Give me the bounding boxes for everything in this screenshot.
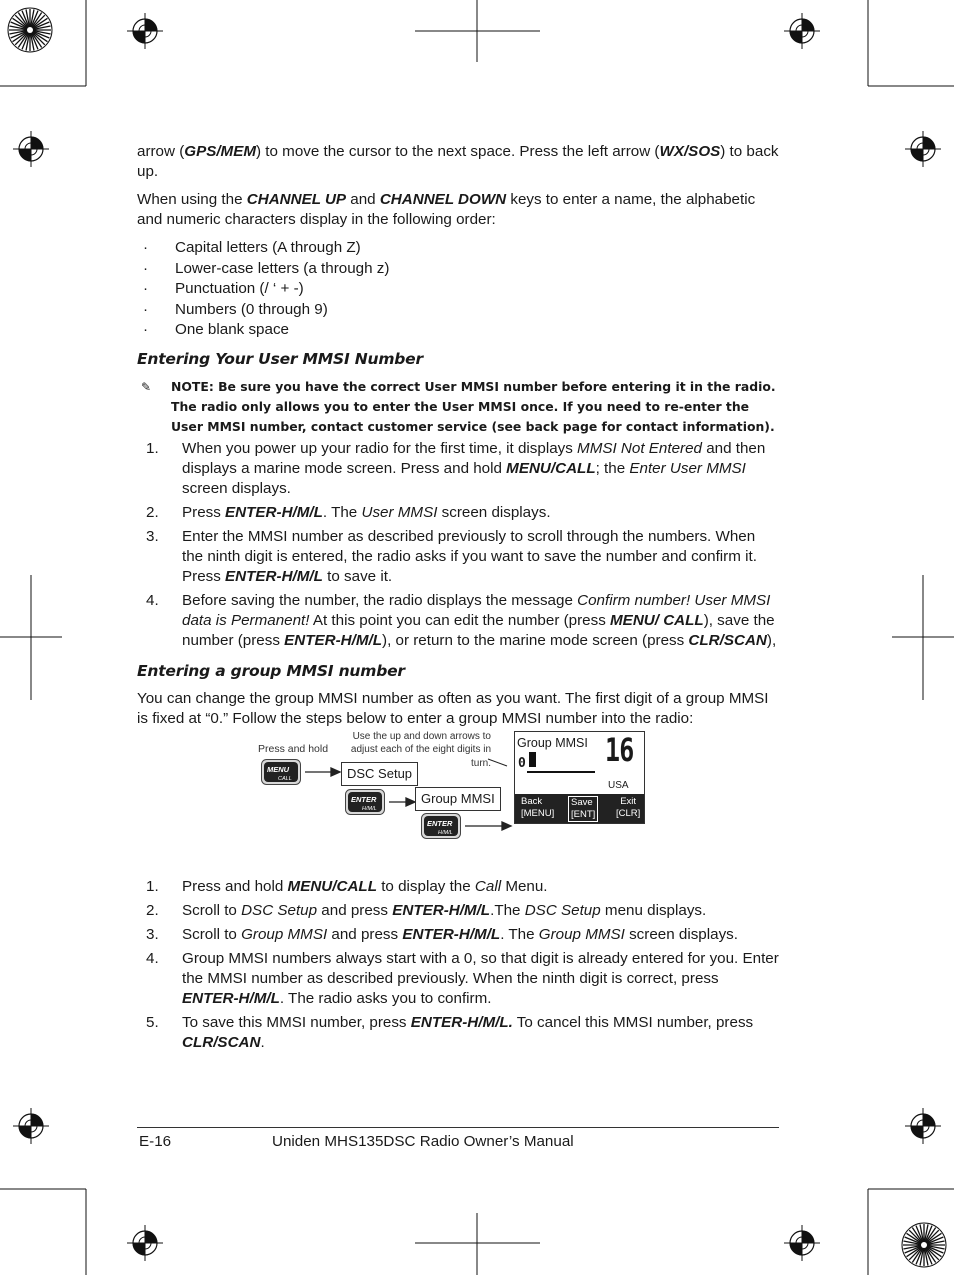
lcd-screen — [514, 731, 645, 824]
group-mmsi-diagram — [137, 730, 779, 861]
list-item: · One blank space — [137, 320, 779, 341]
lcd-channel-number: 16 — [605, 730, 634, 769]
step-item: 5. To save this MMSI number, press ENTER-H/M/L. To cancel this MMSI number, press CLR/SCAN. — [146, 1013, 754, 1051]
svg-text:MENU: MENU — [267, 764, 290, 774]
svg-text:CALL: CALL — [278, 775, 292, 782]
group-mmsi-menu-item: Group MMSI — [415, 787, 501, 811]
lcd-softkey-bar — [515, 794, 644, 823]
section-heading-user-mmsi: Entering Your User MMSI Number — [137, 349, 423, 368]
lcd-cursor — [529, 752, 536, 767]
lcd-first-digit: 0 — [518, 755, 526, 771]
lcd-title: Group MMSI — [517, 735, 588, 750]
pencil-icon: ✎ — [141, 379, 152, 394]
svg-text:H/M/L: H/M/L — [438, 829, 453, 836]
svg-text:ENTER: ENTER — [351, 794, 377, 804]
arrow-instructions-label: Use the up and down arrows to adjust each of the eight digits in turn. — [350, 730, 491, 769]
page-number: E-16 — [139, 1133, 172, 1150]
dsc-setup-menu-item: DSC Setup — [341, 762, 418, 786]
manual-title: Uniden MHS135DSC Radio Owner’s Manual — [272, 1133, 574, 1150]
lcd-region: USA — [608, 779, 629, 791]
svg-text:H/M/L: H/M/L — [362, 805, 377, 812]
page-content — [137, 142, 779, 1057]
step-item: 4. Before saving the number, the radio displays the message Confirm number! User MMSI data is Permanent! At this point you can edit the number (press MENU/ CALL), save the number (press ENTER-H/M/L), or return to the marine mode screen (press CLR/SCAN), — [146, 591, 777, 649]
softkey-back: Back [MENU] — [521, 795, 555, 819]
softkey-save: Save [ENT] — [568, 796, 598, 822]
character-order-list — [137, 238, 779, 341]
step-item: 3. Scroll to Group MMSI and press ENTER-H/M/L. The Group MMSI screen displays. — [146, 925, 738, 943]
group-mmsi-steps — [137, 877, 779, 1053]
softkey-exit: Exit [CLR] — [616, 795, 641, 819]
svg-text:ENTER: ENTER — [427, 818, 453, 828]
note-block — [137, 377, 779, 437]
intro-paragraph-2: When using the CHANNEL UP and CHANNEL DOWN keys to enter a name, the alphabetic and numeric characters display in the following order: — [137, 191, 756, 228]
list-item: · Punctuation (/ ‘ + -) — [137, 279, 779, 300]
user-mmsi-steps — [137, 439, 779, 651]
lcd-digit-underline — [527, 771, 595, 773]
step-item: 2. Press ENTER-H/M/L. The User MMSI screen displays. — [146, 503, 551, 521]
list-item: · Capital letters (A through Z) — [137, 238, 779, 259]
step-item: 1. Press and hold MENU/CALL to display the Call Menu. — [146, 877, 548, 895]
step-item: 2. Scroll to DSC Setup and press ENTER-H/M/L.The DSC Setup menu displays. — [146, 901, 707, 919]
press-hold-label: Press and hold — [258, 742, 329, 755]
step-item: 4. Group MMSI numbers always start with a 0, so that digit is already entered for you. Enter the MMSI number as described previously. When the ninth digit is correct, press ENTER-H/M/L. The radio asks you to confirm. — [146, 949, 779, 1007]
intro-paragraph-1: arrow (GPS/MEM) to move the cursor to the next space. Press the left arrow (WX/SOS) to back up. — [137, 143, 779, 180]
group-mmsi-intro: You can change the group MMSI number as often as you want. The first digit of a group MMSI is fixed at “0.” Follow the steps below to enter a group MMSI number into the radio: — [137, 689, 769, 727]
note-text: NOTE: Be sure you have the correct User MMSI number before entering it in the radio. The radio only allows you to enter the User MMSI once. If you need to re-enter the User MMSI number, contact customer service (see back page for contact information). — [171, 378, 776, 434]
list-item: · Lower-case letters (a through z) — [137, 259, 779, 280]
list-item: · Numbers (0 through 9) — [137, 300, 779, 321]
step-item: 3. Enter the MMSI number as described previously to scroll through the numbers. When the ninth digit is entered, the radio asks if you want to save the number and confirm it. Press ENTER-H/M/L to save it. — [146, 527, 757, 585]
page-footer — [137, 1127, 779, 1150]
step-item: 1. When you power up your radio for the first time, it displays MMSI Not Entered and then displays a marine mode screen. Press and hold MENU/CALL; the Enter User MMSI screen displays. — [146, 439, 766, 497]
section-heading-group-mmsi: Entering a group MMSI number — [137, 661, 405, 680]
